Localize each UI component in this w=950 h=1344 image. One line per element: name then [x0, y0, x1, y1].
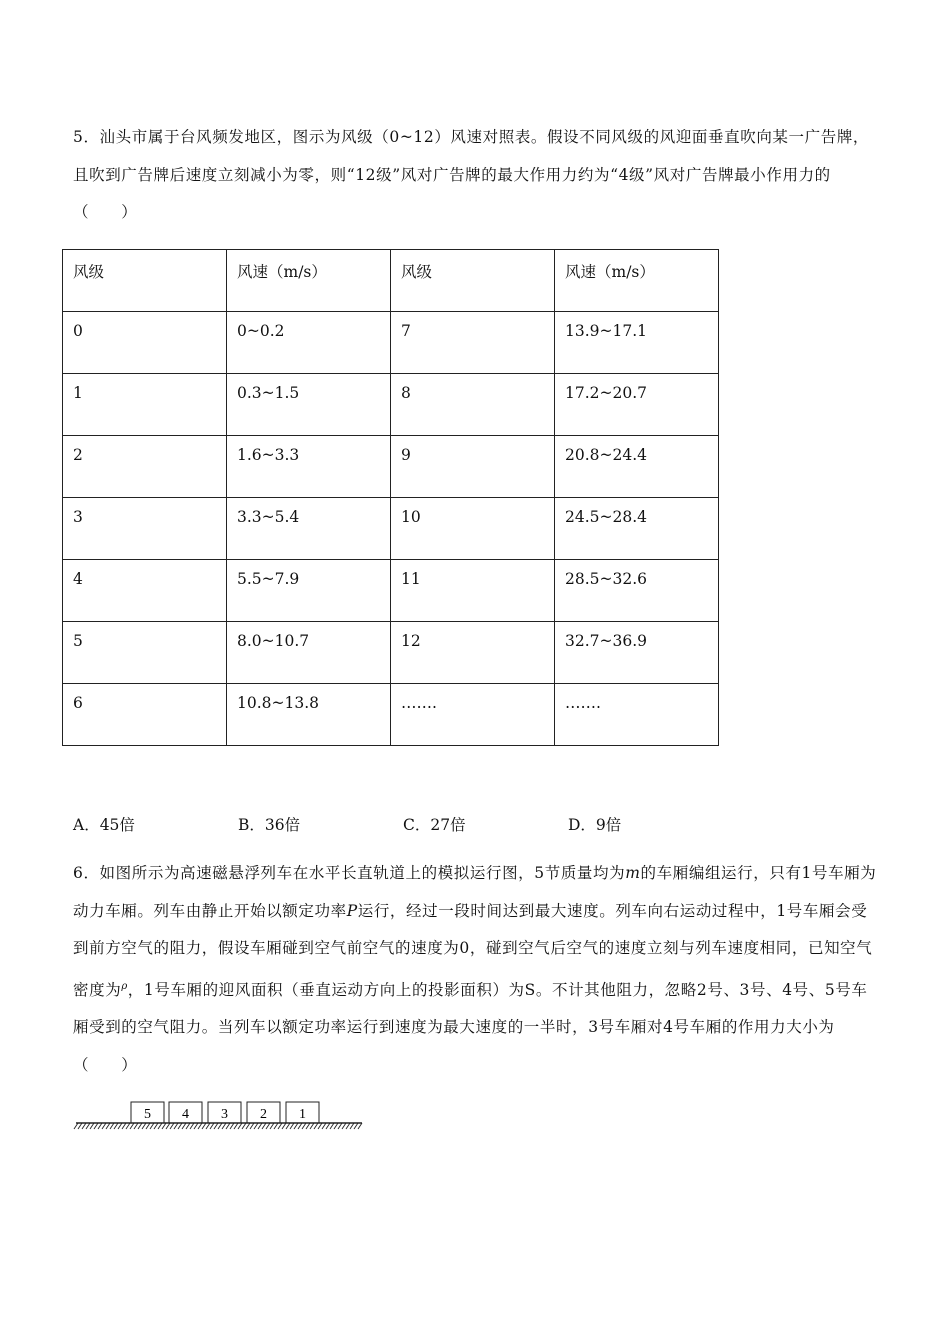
table-cell: 5.5~7.9 — [227, 560, 391, 622]
table-cell: 11 — [391, 560, 555, 622]
table-cell: 8 — [391, 374, 555, 436]
table-cell: 2 — [63, 436, 227, 498]
table-header-cell: 风级 — [63, 250, 227, 312]
table-header-cell: 风级 — [391, 250, 555, 312]
train-figure — [72, 1098, 372, 1138]
wind-scale-table — [62, 249, 719, 746]
q6-text-2: 的车厢编组运行，只有1号车厢为动力车厢。列车由静止开始以额定功率 — [73, 864, 877, 920]
option-c[interactable]: C．27倍 — [403, 816, 466, 834]
train-car-number: 4 — [182, 1107, 189, 1122]
table-header-cell: 风速（m/s） — [227, 250, 391, 312]
q6-text-4: ，1号车厢的迎风面积（垂直运动方向上的投影面积）为S。不计其他阻力，忽略2号、3号、4号、5号车厢受到的空气阻力。当列车以额定功率运行到速度为最大速度的一半时，3号车厢对4号车厢的作用力大小为（ ） — [73, 980, 868, 1074]
train-car — [247, 1102, 280, 1123]
table-cell: 10 — [391, 498, 555, 560]
table-cell: 6 — [63, 684, 227, 746]
train-car — [131, 1102, 164, 1123]
table-cell: 4 — [63, 560, 227, 622]
table-cell: 0~0.2 — [227, 312, 391, 374]
train-car — [169, 1102, 202, 1123]
table-cell: 17.2~20.7 — [555, 374, 719, 436]
table-cell: 8.0~10.7 — [227, 622, 391, 684]
q6-text-3: 运行，经过一段时间达到最大速度。列车向右运动过程中，1号车厢会受到前方空气的阻力，假设车厢碰到空气前空气的速度为0，碰到空气后空气的速度立刻与列车速度相同，已知空气密度为 — [73, 901, 873, 999]
table-row — [63, 498, 719, 560]
power-symbol: P — [346, 901, 358, 920]
train-car — [286, 1102, 319, 1123]
table-cell: 24.5~28.4 — [555, 498, 719, 560]
table-cell: 0.3~1.5 — [227, 374, 391, 436]
table-cell: 20.8~24.4 — [555, 436, 719, 498]
train-car-number: 5 — [144, 1107, 151, 1122]
mass-symbol: m — [625, 864, 641, 882]
table-row — [63, 436, 719, 498]
option-d[interactable]: D．9倍 — [568, 816, 622, 834]
train-car-number: 2 — [260, 1107, 267, 1122]
option-a[interactable]: A．45倍 — [73, 816, 135, 834]
table-row — [63, 374, 719, 436]
track-hatching — [74, 1123, 362, 1129]
table-cell: ……. — [391, 684, 555, 746]
option-b[interactable]: B．36倍 — [238, 816, 301, 834]
table-cell: 3.3~5.4 — [227, 498, 391, 560]
q6-text-1: 6．如图所示为高速磁悬浮列车在水平长直轨道上的模拟运行图，5节质量均为 — [73, 864, 626, 882]
table-cell: 0 — [63, 312, 227, 374]
table-cell: 9 — [391, 436, 555, 498]
train-car-number: 3 — [221, 1107, 228, 1122]
train-car — [208, 1102, 241, 1123]
table-header-cell: 风速（m/s） — [555, 250, 719, 312]
table-cell: 1 — [63, 374, 227, 436]
train-car-number: 1 — [299, 1107, 306, 1122]
table-cell: 32.7~36.9 — [555, 622, 719, 684]
question-6-stem — [73, 855, 883, 1084]
table-cell: 10.8~13.8 — [227, 684, 391, 746]
table-cell: 1.6~3.3 — [227, 436, 391, 498]
table-cell: 3 — [63, 498, 227, 560]
table-cell: 12 — [391, 622, 555, 684]
density-symbol: ρ — [121, 980, 128, 992]
table-row — [63, 312, 719, 374]
question-5-stem: 5．汕头市属于台风频发地区，图示为风级（0~12）风速对照表。假设不同风级的风迎面垂直吹向某一广告牌，且吹到广告牌后速度立刻减小为零，则“12级”风对广告牌的最大作用力约为“4级”风对广告牌最小作用力的（ ） — [73, 128, 870, 221]
table-header-row — [63, 250, 719, 312]
table-cell: 13.9~17.1 — [555, 312, 719, 374]
table-cell: 7 — [391, 312, 555, 374]
table-cell: 28.5~32.6 — [555, 560, 719, 622]
table-cell: 5 — [63, 622, 227, 684]
table-row — [63, 684, 719, 746]
table-row — [63, 560, 719, 622]
table-row — [63, 622, 719, 684]
table-cell: ……. — [555, 684, 719, 746]
